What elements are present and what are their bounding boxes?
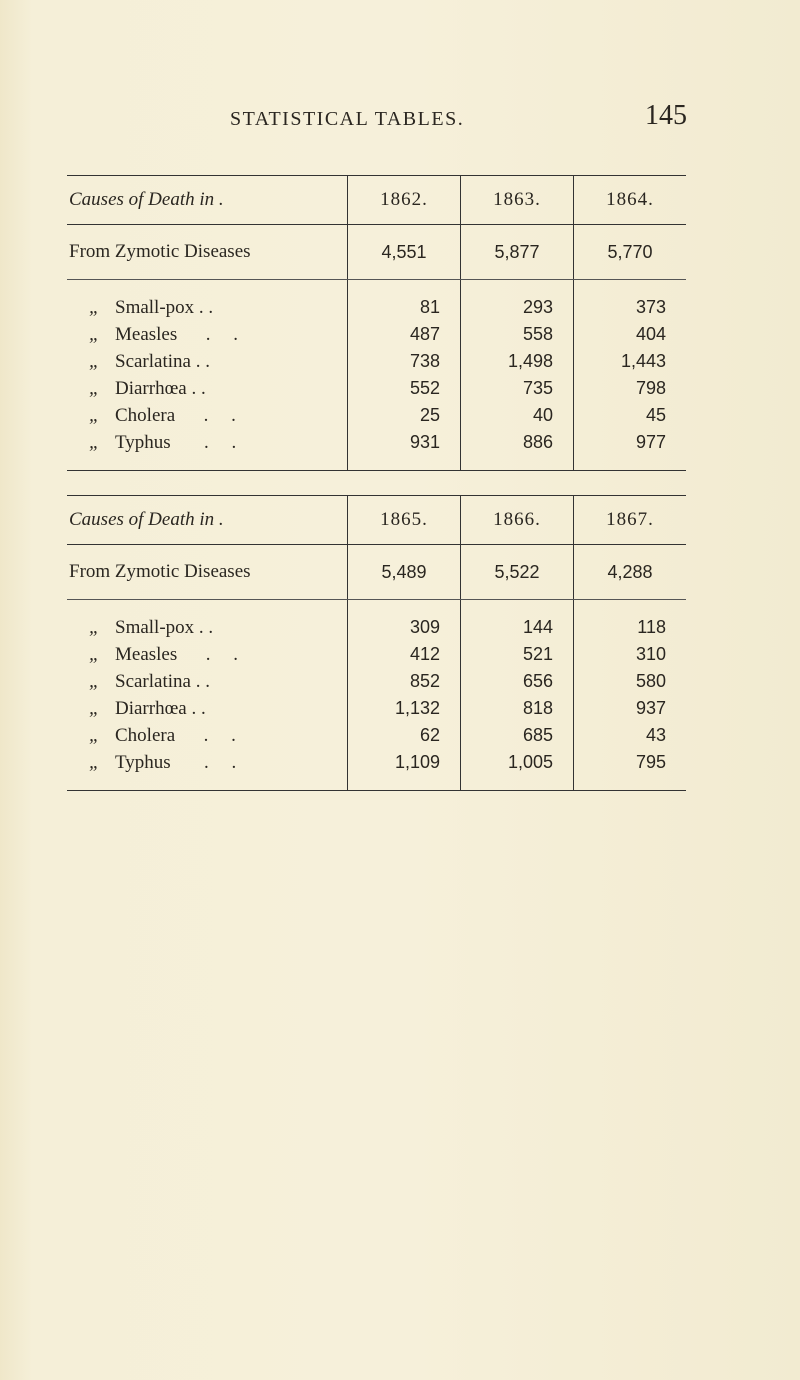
cell-value: 937 [574,695,687,722]
leader-dots: . [205,670,219,692]
cell-value: 795 [574,749,687,791]
table-row [67,375,686,402]
cell-value: 1,443 [574,348,687,375]
year-header: 1863. [461,176,574,225]
cell-value: 309 [348,600,461,642]
cell-value: 412 [348,641,461,668]
table-row [67,600,686,642]
disease-name: Scarlatina . [115,350,201,372]
leader-dots: . . [203,751,246,773]
total-value: 5,522 [461,545,574,600]
header-row [67,496,686,545]
row-label [67,641,348,668]
ditto-mark: „ [89,377,100,399]
disease-name: Measles [115,323,178,345]
ditto-mark: „ [89,431,100,453]
year-header: 1864. [574,176,687,225]
row-label [67,348,348,375]
leader-dots: . . [205,643,248,665]
row-label [67,749,348,791]
total-value: 5,877 [461,225,574,280]
cell-value: 404 [574,321,687,348]
table-row [67,321,686,348]
cause-header: Causes of Death in . [67,496,348,545]
leader-dots: . [201,377,215,399]
ditto-mark: „ [89,323,100,345]
mortality-table-1862-1864 [67,175,686,471]
total-label: From Zymotic Diseases [67,545,348,600]
row-label [67,375,348,402]
cell-value: 552 [348,375,461,402]
table-row [67,280,686,322]
disease-name: Small-pox . [115,616,204,638]
table-row [67,641,686,668]
total-label: From Zymotic Diseases [67,225,348,280]
cell-value: 852 [348,668,461,695]
cell-value: 656 [461,668,574,695]
row-label [67,695,348,722]
ditto-mark: „ [89,697,100,719]
cell-value: 818 [461,695,574,722]
leader-dots: . [201,697,215,719]
cell-value: 738 [348,348,461,375]
cell-value: 558 [461,321,574,348]
cell-value: 735 [461,375,574,402]
ditto-mark: „ [89,751,100,773]
table-row [67,348,686,375]
total-row [67,225,686,280]
cell-value: 81 [348,280,461,322]
cell-value: 40 [461,402,574,429]
total-value: 4,551 [348,225,461,280]
cell-value: 977 [574,429,687,471]
cell-value: 1,498 [461,348,574,375]
row-label [67,722,348,749]
page-number: 145 [645,100,687,131]
cell-value: 1,109 [348,749,461,791]
total-value: 5,770 [574,225,687,280]
header-row [67,176,686,225]
year-header: 1865. [348,496,461,545]
cell-value: 62 [348,722,461,749]
ditto-mark: „ [89,350,100,372]
disease-name: Diarrhœa . [115,697,197,719]
ditto-mark: „ [89,404,100,426]
year-header: 1866. [461,496,574,545]
cell-value: 685 [461,722,574,749]
cell-value: 1,132 [348,695,461,722]
cell-value: 310 [574,641,687,668]
cause-header: Causes of Death in . [67,176,348,225]
row-label [67,668,348,695]
disease-name: Typhus [115,431,171,453]
leader-dots: . . [203,724,245,746]
disease-name: Measles [115,643,178,665]
table-row [67,402,686,429]
running-head: STATISTICAL TABLES. [230,108,465,130]
disease-name: Typhus [115,751,171,773]
year-header: 1862. [348,176,461,225]
cell-value: 43 [574,722,687,749]
disease-name: Cholera [115,404,176,426]
table-row [67,695,686,722]
leader-dots: . . [205,323,248,345]
mortality-table-1865-1867 [67,495,686,791]
leader-dots: . [205,350,219,372]
cell-value: 144 [461,600,574,642]
disease-name: Diarrhœa . [115,377,197,399]
cell-value: 521 [461,641,574,668]
cell-value: 1,005 [461,749,574,791]
cell-value: 293 [461,280,574,322]
leader-dots: . [208,616,223,638]
year-header: 1867. [574,496,687,545]
cell-value: 25 [348,402,461,429]
leader-dots: . . [203,431,246,453]
total-row [67,545,686,600]
cell-value: 798 [574,375,687,402]
table-row [67,722,686,749]
row-label [67,321,348,348]
leader-dots: . . [203,404,245,426]
cell-value: 45 [574,402,687,429]
leader-dots: . [208,296,223,318]
cell-value: 487 [348,321,461,348]
table-row [67,668,686,695]
row-label [67,429,348,471]
ditto-mark: „ [89,670,100,692]
disease-name: Scarlatina . [115,670,201,692]
row-label [67,280,348,322]
cell-value: 931 [348,429,461,471]
cell-value: 580 [574,668,687,695]
row-label [67,402,348,429]
disease-name: Small-pox . [115,296,204,318]
cell-value: 886 [461,429,574,471]
ditto-mark: „ [89,724,100,746]
cell-value: 373 [574,280,687,322]
ditto-mark: „ [89,616,100,638]
row-label [67,600,348,642]
cell-value: 118 [574,600,687,642]
ditto-mark: „ [89,643,100,665]
table-row [67,429,686,471]
total-value: 5,489 [348,545,461,600]
total-value: 4,288 [574,545,687,600]
table-row [67,749,686,791]
ditto-mark: „ [89,296,100,318]
disease-name: Cholera [115,724,176,746]
